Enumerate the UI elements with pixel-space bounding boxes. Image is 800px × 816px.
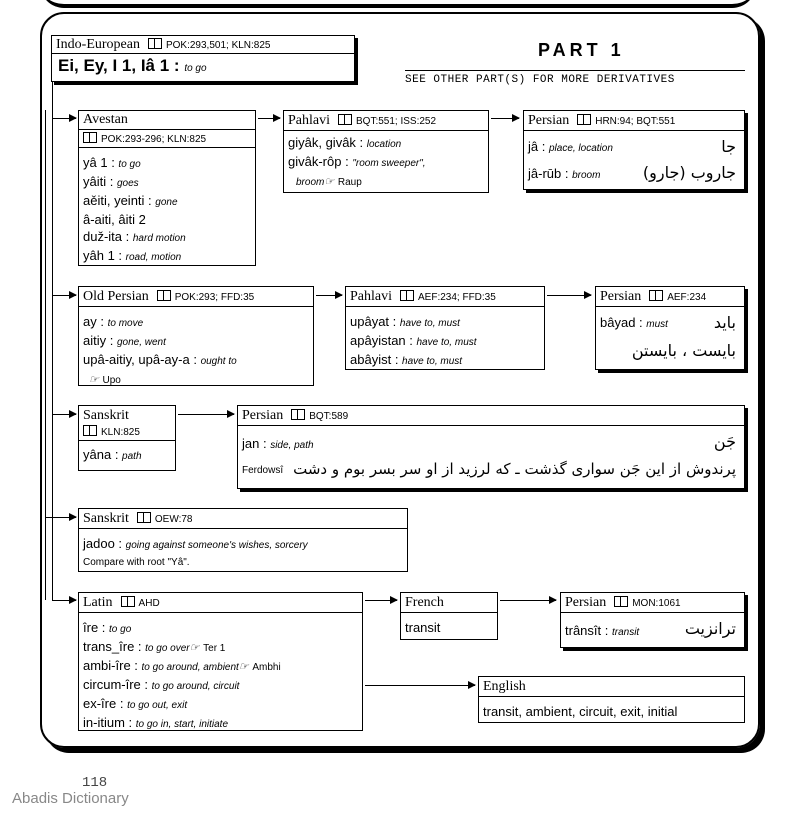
persian2-farsi: بایست ، بایستن: [631, 341, 736, 360]
arrow-persian2: [547, 295, 591, 296]
sanskrit1-lang: Sanskrit: [83, 407, 129, 423]
top-border: [40, 0, 756, 8]
oldpersian-lang: Old Persian: [83, 288, 149, 304]
avestan-ref: POK:293-296; KLN:825: [101, 134, 207, 145]
persian4-lang: Persian: [565, 594, 607, 610]
sanskrit2-note: Compare with root "Yâ".: [83, 557, 190, 568]
tree-spine: [52, 82, 53, 600]
sanskrit2-ref: OEW:78: [154, 514, 193, 525]
persian3-box: [237, 405, 745, 489]
arrow-persian1: [491, 118, 519, 119]
persian1-farsi: جاروب (جارو): [642, 163, 736, 182]
arrow-latin: [52, 600, 76, 601]
pointing-hand-icon: ☞: [238, 661, 249, 673]
oldpersian-entry: aitiy : gone, went: [83, 333, 166, 348]
latin-entry: trans_îre : to go over☞ Ter 1: [83, 639, 226, 654]
persian3-ref: BQT:589: [309, 411, 349, 422]
book-icon: [83, 425, 97, 436]
book-icon: [83, 132, 97, 143]
persian3-poet: Ferdowsî: [242, 465, 284, 476]
latin-box: [78, 592, 363, 731]
arrow-persian3: [178, 414, 234, 415]
persian2-ref: AEF:234: [667, 292, 707, 303]
latin-ref: AHD: [138, 598, 160, 609]
pahlavi1-entry: giyâk, givâk : location: [288, 135, 402, 150]
sanskrit1-ref: KLN:825: [101, 427, 140, 438]
persian2-lang: Persian: [600, 288, 642, 304]
sanskrit1-box: [78, 405, 176, 471]
tree-spine-outer: [45, 110, 46, 600]
pahlavi2-lang: Pahlavi: [350, 288, 392, 304]
latin-entry: ambi-îre : to go around, ambient☞ Ambhi: [83, 658, 281, 673]
pahlavi2-box: [345, 286, 545, 370]
persian2-farsi: باید: [713, 313, 736, 332]
avestan-entry: â-aiti, âiti 2: [83, 212, 146, 227]
avestan-box: [78, 110, 256, 266]
arrow-pahlavi1: [258, 118, 280, 119]
part-divider: [405, 70, 745, 71]
persian4-entry: trânsît : transit: [565, 623, 640, 638]
persian2-box: [595, 286, 745, 370]
arrow-oldpersian: [52, 295, 76, 296]
avestan-lang: Avestan: [83, 112, 128, 127]
avestan-entry: aěiti, yeinti : gone: [83, 193, 178, 208]
pahlavi2-entry: apâyistan : have to, must: [350, 333, 477, 348]
english-entry: transit, ambient, circuit, exit, initial: [483, 704, 678, 719]
oldpersian-entry: ay : to move: [83, 314, 144, 329]
root-box: Indo-European POK:293,501; KLN:825 Ei, Ey, I 1, Iâ 1 : to go: [51, 35, 355, 82]
pointing-hand-icon: ☞: [324, 176, 335, 188]
book-icon: [649, 290, 663, 301]
arrow-avestan: [52, 118, 76, 119]
book-icon: [148, 38, 162, 49]
arrow-pahlavi2: [316, 295, 342, 296]
latin-entry: ex-îre : to go out, exit: [83, 696, 188, 711]
pahlavi1-box: [283, 110, 489, 193]
oldpersian-entry: ☞ Upo: [89, 374, 121, 386]
oldpersian-ref: POK:293; FFD:35: [174, 292, 255, 303]
sanskrit1-entry: yâna : path: [83, 447, 142, 462]
avestan-entry: yâ 1 : to go: [83, 155, 141, 170]
french-lang: French: [405, 594, 444, 610]
avestan-entry: yâiti : goes: [83, 174, 139, 189]
arrow-french: [365, 600, 397, 601]
persian3-verse: پرندوش از این جَن سواری گذشت ـ که لرزید از او سر بسر بوم و دشت: [293, 460, 736, 478]
persian1-entry: jâ-rūb : broom: [528, 166, 601, 181]
part-subtitle: SEE OTHER PART(S) FOR MORE DERIVATIVES: [405, 74, 675, 86]
pahlavi2-entry: upâyat : have to, must: [350, 314, 460, 329]
persian1-lang: Persian: [528, 112, 570, 128]
arrow-sanskrit2: [45, 517, 76, 518]
root-words: Ei, Ey, I 1, Iâ 1: [58, 56, 170, 75]
brand-watermark: Abadis Dictionary: [12, 790, 129, 807]
latin-entry: in-itium : to go in, start, initiate: [83, 715, 229, 730]
book-icon: [338, 114, 352, 125]
root-ref: POK:293,501; KLN:825: [165, 40, 271, 51]
persian4-box: [560, 592, 745, 648]
arrow-english: [365, 685, 475, 686]
page-number: 118: [82, 775, 108, 791]
persian1-box: [523, 110, 745, 190]
persian3-farsi: جَن: [713, 432, 736, 451]
book-icon: [577, 114, 591, 125]
pahlavi2-ref: AEF:234; FFD:35: [418, 292, 496, 303]
persian3-entry: jan : side, path: [242, 436, 314, 451]
persian3-lang: Persian: [242, 407, 284, 423]
french-entry: transit: [405, 620, 441, 635]
root-lang: Indo-European: [56, 36, 140, 52]
pahlavi1-lang: Pahlavi: [288, 112, 330, 128]
pahlavi1-ref: BQT:551; ISS:252: [356, 116, 437, 127]
persian2-entry: bâyad : must: [600, 315, 668, 330]
persian1-ref: HRN:94; BQT:551: [595, 116, 676, 127]
latin-lang: Latin: [83, 594, 113, 610]
book-icon: [157, 290, 171, 301]
english-box: [478, 676, 745, 723]
book-icon: [614, 596, 628, 607]
avestan-entry: duž-ita : hard motion: [83, 229, 186, 244]
latin-entry: circum-îre : to go around, circuit: [83, 677, 240, 692]
pointing-hand-icon: ☞: [89, 374, 99, 386]
persian4-ref: MON:1061: [632, 598, 681, 609]
sanskrit2-lang: Sanskrit: [83, 510, 129, 526]
book-icon: [400, 290, 414, 301]
root-meaning: to go: [184, 63, 207, 74]
latin-entry: îre : to go: [83, 620, 132, 635]
persian4-farsi: ترانزیت: [684, 619, 736, 638]
arrow-sanskrit1: [52, 414, 76, 415]
book-icon: [291, 409, 305, 420]
pahlavi1-entry: broom☞ Raup: [296, 176, 362, 188]
oldpersian-box: [78, 286, 314, 386]
sanskrit2-entry: jadoo : going against someone's wishes, sorcery: [83, 536, 308, 551]
oldpersian-entry: upâ-aitiy, upâ-ay-a : ought to: [83, 352, 237, 367]
arrow-persian4: [500, 600, 556, 601]
pointing-hand-icon: ☞: [189, 642, 200, 654]
part-title: PART 1: [538, 40, 625, 60]
root-header: [52, 36, 354, 54]
french-box: [400, 592, 498, 640]
pahlavi1-entry: givâk-rôp : "room sweeper",: [288, 154, 426, 169]
book-icon: [137, 512, 151, 523]
persian1-entry: jâ : place, location: [528, 139, 613, 154]
avestan-entry: yâh 1 : road, motion: [83, 248, 182, 263]
pahlavi2-entry: abâyist : have to, must: [350, 352, 463, 367]
persian1-farsi: جا: [721, 137, 736, 156]
book-icon: [121, 596, 135, 607]
sanskrit2-box: [78, 508, 408, 572]
english-lang: English: [483, 678, 526, 694]
